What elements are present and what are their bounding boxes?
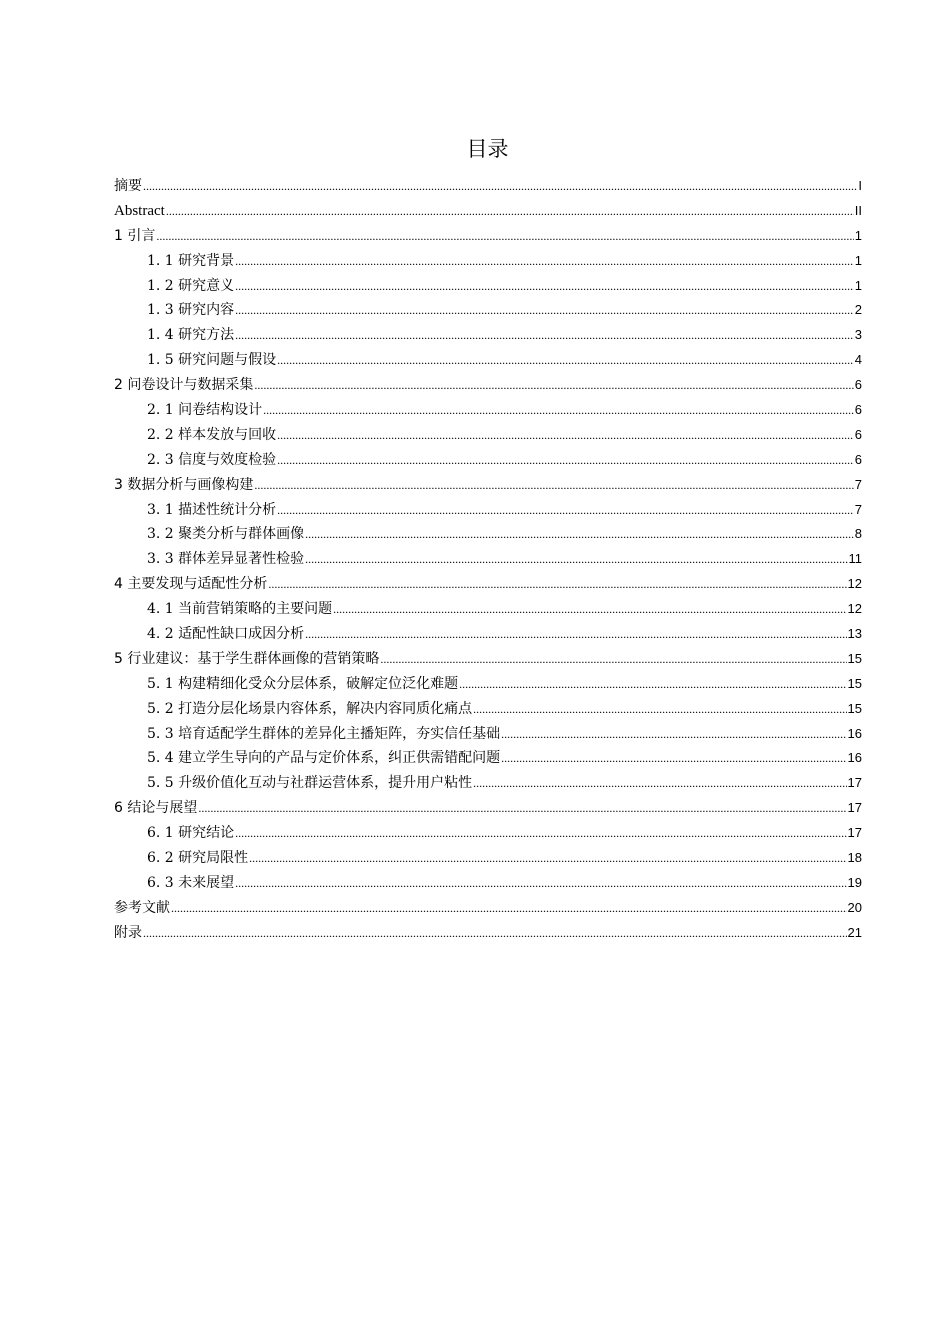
dot-leader [473,697,846,722]
toc-title: 目录 [466,137,509,161]
toc-entry[interactable] [114,796,862,821]
toc-entry[interactable] [114,473,862,498]
toc-entry-page-number: 8 [854,526,862,542]
toc-entry-page-number: 7 [854,501,862,517]
toc-entry-page-number: 15 [847,650,862,666]
toc-entry-page-number: 4 [854,352,862,368]
toc-entry[interactable] [114,746,862,771]
toc-entry-label: 1 引言 [114,227,156,244]
toc-entry-page-number: 15 [847,675,862,691]
toc-entry-page-number: I [858,178,862,193]
toc-entry[interactable] [114,448,862,473]
toc-entry-label: 2. 2 样本发放与回收 [147,426,277,443]
toc-entry[interactable] [114,722,862,747]
toc-entry[interactable] [114,522,862,547]
dot-leader [380,647,846,672]
toc-entry-label: 5. 1 构建精细化受众分层体系，破解定位泛化难题 [147,675,459,692]
dot-leader [305,522,854,547]
toc-entry-page-number: 12 [847,601,862,617]
toc-entry-label: 5. 5 升级价值化互动与社群运营体系，提升用户粘性 [147,775,473,792]
toc-entry-label: 3 数据分析与画像构建 [114,476,254,493]
toc-entry-page-number: 21 [847,924,862,940]
toc-entry[interactable] [114,622,862,647]
toc-entry[interactable] [114,224,862,249]
toc-entry-page-number: 11 [848,551,862,567]
dot-leader [171,896,847,921]
dot-leader [268,572,846,597]
toc-entry-label: 6. 1 研究结论 [147,825,235,842]
toc-entry-page-number: 17 [847,825,862,841]
toc-entry-page-number: 6 [854,426,862,442]
toc-entry-page-number: 6 [854,402,862,418]
dot-leader [277,348,854,373]
toc-entry[interactable] [114,373,862,398]
toc-entry-label: 3. 1 描述性统计分析 [147,501,277,518]
toc-entry-page-number: 17 [847,775,862,791]
dot-leader [235,821,846,846]
toc-entry[interactable] [114,821,862,846]
dot-leader [459,672,846,697]
toc-entry-page-number: 1 [854,252,862,268]
toc-entry-label: 1. 1 研究背景 [147,252,235,269]
toc-entry-page-number: 20 [847,899,862,915]
dot-leader [254,373,853,398]
toc-entry-page-number: 6 [854,451,862,467]
toc-entry-label: 附录 [114,924,142,941]
toc-entry[interactable] [114,871,862,896]
toc-entry-label: 3. 2 聚类分析与群体画像 [147,526,305,543]
toc-entry-label: 6. 2 研究局限性 [147,850,249,867]
dot-leader [166,199,854,224]
dot-leader [235,249,854,274]
toc-entry[interactable] [114,921,862,946]
dot-leader [235,274,854,299]
toc-entry-page-number: 15 [847,700,862,716]
toc-entry-page-number: 12 [847,576,862,592]
toc-entry-page-number: 3 [854,327,862,343]
toc-entry-label: Abstract [114,202,165,219]
dot-leader [143,174,857,199]
toc-entry[interactable] [114,298,862,323]
dot-leader [305,622,846,647]
toc-entry-page-number: 7 [854,476,862,492]
dot-leader [235,298,854,323]
toc-entry-page-number: 2 [854,302,862,318]
toc-entry[interactable] [114,423,862,448]
toc-entry-label: 6 结论与展望 [114,800,198,817]
toc-entry-page-number: 16 [847,725,862,741]
toc-entry[interactable] [114,771,862,796]
toc-entry[interactable] [114,323,862,348]
toc-entry-label: 参考文献 [114,899,170,916]
toc-entry[interactable] [114,274,862,299]
toc-entry-label: 1. 4 研究方法 [147,327,235,344]
toc-entry-page-number: 18 [847,850,862,866]
dot-leader [143,921,847,946]
dot-leader [235,323,854,348]
toc-entry[interactable] [114,896,862,921]
toc-entry-label: 4. 2 适配性缺口成因分析 [147,626,305,643]
dot-leader [277,498,854,523]
toc-entry[interactable] [114,647,862,672]
toc-entry-label: 1. 2 研究意义 [147,277,235,294]
toc-entry[interactable] [114,697,862,722]
toc-entry[interactable] [114,174,862,199]
toc-entry-label: 2. 1 问卷结构设计 [147,402,263,419]
toc-entry-page-number: 6 [854,377,862,393]
dot-leader [305,547,847,572]
toc-entry-label: 摘要 [114,178,142,194]
dot-leader [501,746,846,771]
toc-entry-label: 4. 1 当前营销策略的主要问题 [147,601,333,618]
dot-leader [254,473,853,498]
toc-entry-page-number: 1 [854,277,862,293]
toc-entry[interactable] [114,249,862,274]
toc-entry[interactable] [114,572,862,597]
toc-entry-label: 5. 4 建立学生导向的产品与定价体系，纠正供需错配问题 [147,750,501,767]
dot-leader [473,771,846,796]
dot-leader [249,846,846,871]
toc-entry[interactable] [114,597,862,622]
toc-entry-label: 5. 2 打造分层化场景内容体系，解决内容同质化痛点 [147,700,473,717]
dot-leader [501,722,846,747]
toc-entry[interactable] [114,498,862,523]
toc-entry-label: 6. 3 未来展望 [147,874,235,891]
dot-leader [277,423,854,448]
toc-entry-page-number: 17 [847,800,862,816]
toc-entry[interactable] [114,547,862,572]
toc-entry-page-number: 1 [854,227,862,243]
toc-entry-label: 5. 3 培育适配学生群体的差异化主播矩阵，夯实信任基础 [147,725,501,742]
toc-entry-page-number: 16 [847,750,862,766]
toc-entry-label: 4 主要发现与适配性分析 [114,576,268,593]
toc-entry-label: 5 行业建议：基于学生群体画像的营销策略 [114,650,380,667]
toc-entry-label: 2 问卷设计与数据采集 [114,377,254,394]
toc-entry-label: 2. 3 信度与效度检验 [147,451,277,468]
toc-entry[interactable] [114,348,862,373]
toc-entry-page-number: 19 [847,874,862,890]
dot-leader [235,871,846,896]
dot-leader [156,224,853,249]
toc-entry[interactable] [114,846,862,871]
dot-leader [198,796,846,821]
toc-entry-label: 1. 5 研究问题与假设 [147,352,277,369]
table-of-contents [114,174,862,946]
dot-leader [277,448,854,473]
toc-entry[interactable] [114,672,862,697]
toc-entry[interactable] [114,398,862,423]
toc-entry-page-number: II [854,202,862,218]
dot-leader [263,398,854,423]
dot-leader [333,597,846,622]
toc-entry-label: 3. 3 群体差异显著性检验 [147,551,305,568]
toc-entry[interactable] [114,199,862,224]
toc-entry-page-number: 13 [847,626,862,642]
toc-entry-label: 1. 3 研究内容 [147,302,235,319]
